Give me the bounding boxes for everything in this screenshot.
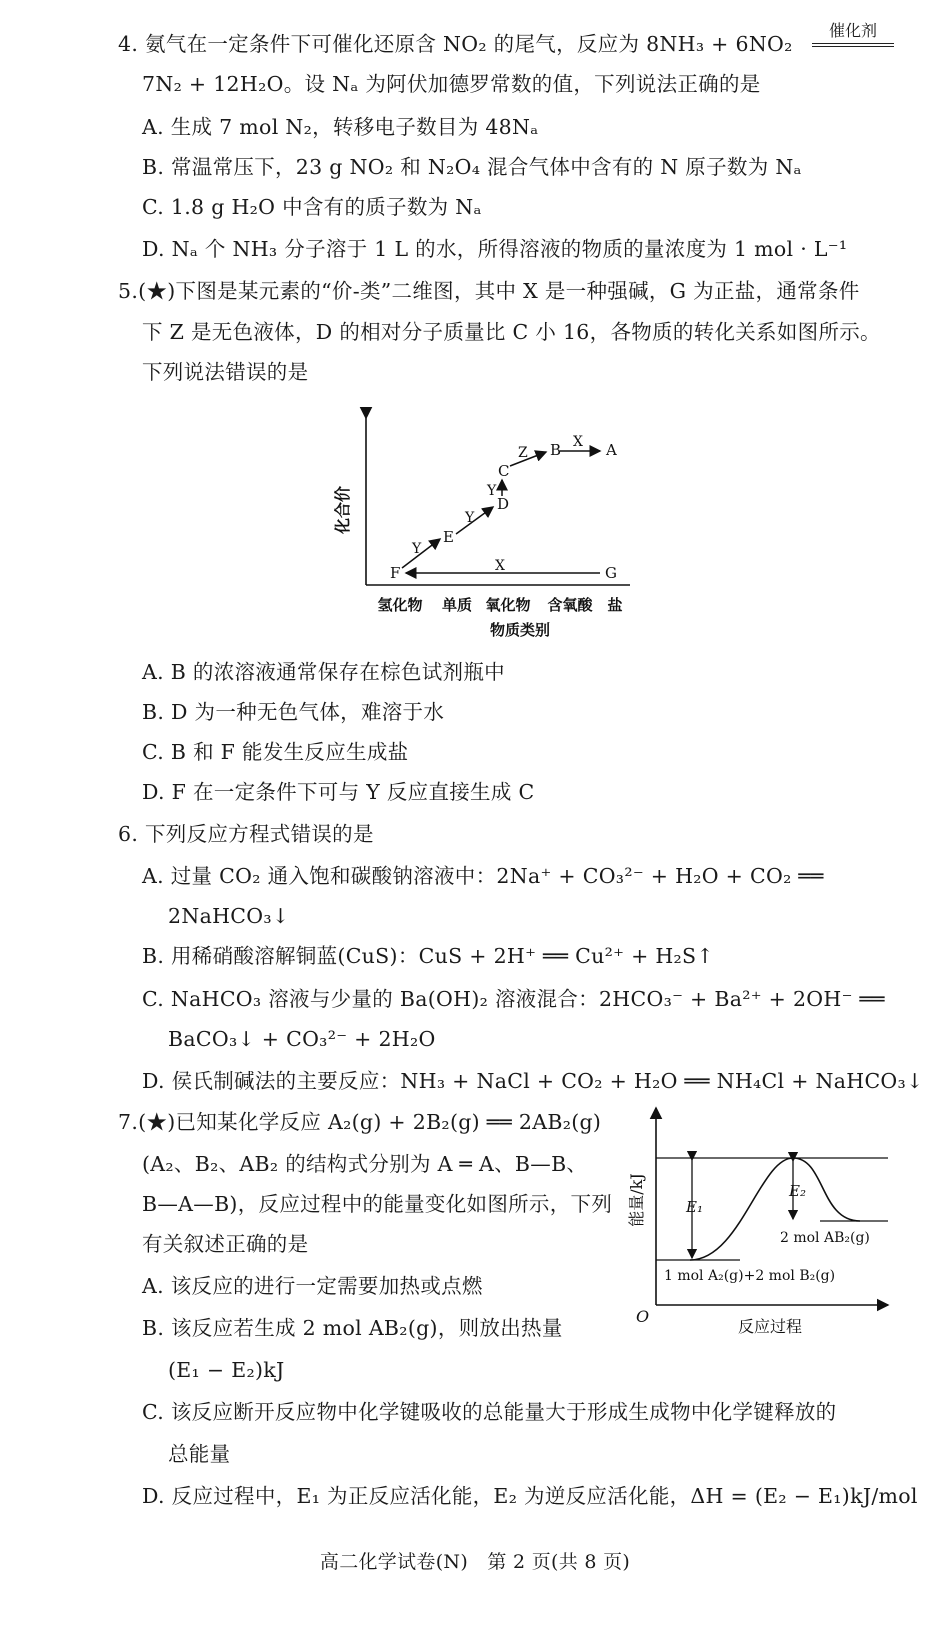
page-footer: 高二化学试卷(N) 第 2 页(共 8 页) bbox=[319, 1551, 631, 1573]
energy-y-axis-label: 能量/kJ bbox=[627, 1173, 646, 1227]
category-oxyacid: 含氧酸 bbox=[547, 596, 593, 614]
node-f: F bbox=[390, 564, 401, 582]
node-e: E bbox=[443, 528, 454, 546]
q7-option-a: A. 该反应的进行一定需要加热或点燃 bbox=[142, 1274, 483, 1298]
q5-option-a: A. B 的浓溶液通常保存在棕色试剂瓶中 bbox=[142, 660, 505, 684]
energy-profile-diagram bbox=[627, 1100, 895, 1350]
q7-option-c-line1: C. 该反应断开反应物中化学键吸收的总能量大于形成生成物中化学键释放的 bbox=[142, 1400, 837, 1424]
energy-x-axis-label: 反应过程 bbox=[737, 1317, 803, 1336]
category-hydride: 氢化物 bbox=[377, 596, 423, 614]
y-axis-label: 化合价 bbox=[333, 485, 352, 535]
catalyst-condition bbox=[812, 22, 894, 52]
catalyst-label: 催化剂 bbox=[828, 21, 877, 40]
q7-stem-line2: (A₂、B₂、AB₂ 的结构式分别为 A ═ A、B—B、 bbox=[142, 1152, 588, 1176]
e1-label: E₁ bbox=[686, 1198, 703, 1216]
q4-option-d: D. Nₐ 个 NH₃ 分子溶于 1 L 的水，所得溶液的物质的量浓度为 1 mol · L⁻¹ bbox=[142, 237, 848, 261]
q7-option-d: D. 反应过程中，E₁ 为正反应活化能，E₂ 为逆反应活化能，ΔH = (E₂ − E₁)kJ/mol bbox=[142, 1484, 918, 1508]
reactant-label: 1 mol A₂(g)+2 mol B₂(g) bbox=[664, 1268, 836, 1284]
q4-option-a: A. 生成 7 mol N₂，转移电子数目为 48Nₐ bbox=[142, 115, 539, 139]
node-b: B bbox=[550, 441, 562, 459]
q7-option-b-line1: B. 该反应若生成 2 mol AB₂(g)，则放出热量 bbox=[142, 1316, 563, 1340]
node-c: C bbox=[498, 462, 510, 480]
arrow-label-y-dc: Y bbox=[487, 483, 497, 499]
arrow-label-z: Z bbox=[518, 445, 528, 461]
q5-option-d: D. F 在一定条件下可与 Y 反应直接生成 C bbox=[142, 780, 535, 804]
q4-option-c: C. 1.8 g H₂O 中含有的质子数为 Nₐ bbox=[142, 195, 482, 219]
q6-option-a-line1: A. 过量 CO₂ 通入饱和碳酸钠溶液中：2Na⁺ + CO₃²⁻ + H₂O + CO₂ ══ bbox=[142, 864, 824, 888]
arrow-label-y-fe: Y bbox=[412, 541, 422, 557]
q6-stem: 6. 下列反应方程式错误的是 bbox=[118, 822, 374, 846]
origin-label: O bbox=[636, 1307, 650, 1326]
x-axis-label: 物质类别 bbox=[489, 621, 551, 639]
q5-stem-line2: 下 Z 是无色液体，D 的相对分子质量比 C 小 16，各物质的转化关系如图所示。 bbox=[142, 320, 881, 344]
arrow-label-y-ed: Y bbox=[465, 510, 475, 526]
q4-stem-line2: 7N₂ + 12H₂O。设 Nₐ 为阿伏加德罗常数的值，下列说法正确的是 bbox=[142, 72, 761, 96]
product-label: 2 mol AB₂(g) bbox=[780, 1230, 870, 1246]
q7-option-b-line2: (E₁ − E₂)kJ bbox=[168, 1358, 285, 1382]
q5-stem-line1: 5.(★)下图是某元素的“价-类”二维图，其中 X 是一种强碱，G 为正盐，通常条件 bbox=[118, 279, 860, 303]
q6-option-b: B. 用稀硝酸溶解铜蓝(CuS)：CuS + 2H⁺ ══ Cu²⁺ + H₂S↑ bbox=[142, 944, 714, 968]
category-oxide: 氧化物 bbox=[485, 596, 531, 614]
category-salt: 盐 bbox=[607, 596, 623, 614]
q7-stem-line3: B—A—B)，反应过程中的能量变化如图所示，下列 bbox=[142, 1192, 613, 1216]
q5-option-c: C. B 和 F 能发生反应生成盐 bbox=[142, 740, 409, 764]
node-a: A bbox=[606, 441, 617, 459]
q6-option-a-line2: 2NaHCO₃↓ bbox=[168, 904, 290, 928]
q6-option-d: D. 侯氏制碱法的主要反应：NH₃ + NaCl + CO₂ + H₂O ══ NH₄Cl + NaHCO₃↓ bbox=[142, 1069, 924, 1093]
node-g: G bbox=[605, 564, 617, 582]
category-element: 单质 bbox=[441, 596, 473, 614]
node-d: D bbox=[497, 495, 510, 513]
valence-category-diagram bbox=[330, 410, 640, 650]
arrow-e-to-d bbox=[456, 507, 493, 534]
q7-stem-line1: 7.(★)已知某化学反应 A₂(g) + 2B₂(g) ══ 2AB₂(g) bbox=[118, 1110, 602, 1134]
arrow-label-x-gf: X bbox=[495, 558, 505, 574]
arrow-c-to-b bbox=[510, 452, 546, 466]
q7-stem-line4: 有关叙述正确的是 bbox=[142, 1232, 309, 1256]
q7-option-c-line2: 总能量 bbox=[168, 1442, 231, 1466]
q6-option-c-line2: BaCO₃↓ + CO₃²⁻ + 2H₂O bbox=[168, 1027, 436, 1051]
e2-label: E₂ bbox=[789, 1182, 806, 1200]
q5-option-b: B. D 为一种无色气体，难溶于水 bbox=[142, 700, 445, 724]
q4-option-b: B. 常温常压下，23 g NO₂ 和 N₂O₄ 混合气体中含有的 N 原子数为 Nₐ bbox=[142, 155, 802, 179]
q5-stem-line3: 下列说法错误的是 bbox=[142, 360, 309, 384]
arrow-label-x-ba: X bbox=[573, 434, 583, 450]
q4-stem-line1: 4. 氨气在一定条件下可催化还原含 NO₂ 的尾气，反应为 8NH₃ + 6NO₂ bbox=[118, 32, 793, 56]
q6-option-c-line1: C. NaHCO₃ 溶液与少量的 Ba(OH)₂ 溶液混合：2HCO₃⁻ + Ba²⁺ + 2OH⁻ ══ bbox=[142, 987, 885, 1011]
